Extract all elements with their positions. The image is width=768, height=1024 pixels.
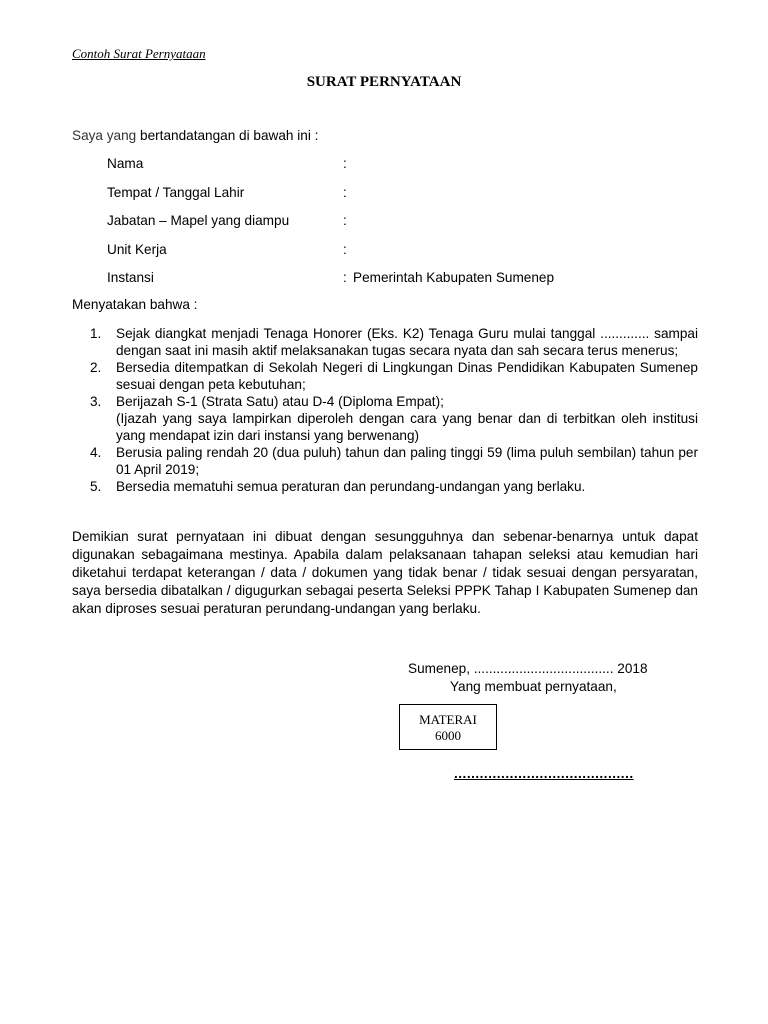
declare-label: Menyatakan bahwa : [72, 297, 198, 312]
statement-item [90, 325, 698, 359]
materai-stamp-box [399, 704, 497, 750]
identity-separator: : [343, 241, 347, 257]
statement-text: Bersedia ditempatkan di Sekolah Negeri di Lingkungan Dinas Pendidikan Kabupaten Sumenep sesuai dengan peta kebutuhan; [116, 360, 698, 392]
statement-list [90, 325, 698, 495]
intro-sentence [72, 127, 318, 144]
statement-number: 4. [90, 445, 102, 460]
statement-text: Sejak diangkat menjadi Tenaga Honorer (Eks. K2) Tenaga Guru mulai tanggal ............. sampai dengan saat ini masih aktif melaksanakan tugas secara nyata dan sah secara terus menerus; [116, 326, 698, 358]
identity-separator: : [343, 270, 347, 285]
statement-text: Berijazah S-1 (Strata Satu) atau D-4 (Diploma Empat); [116, 394, 444, 409]
identity-value: Pemerintah Kabupaten Sumenep [353, 270, 555, 285]
identity-label: Jabatan – Mapel yang diampu [107, 213, 290, 228]
identity-separator: : [343, 213, 347, 228]
place-date-line: Sumenep, ..................................... 2018 [408, 661, 648, 676]
statement-item [90, 478, 698, 495]
statement-text: Berusia paling rendah 20 (dua puluh) tahun dan paling tinggi 59 (lima puluh sembilan) tahun per 01 April 2019; [116, 445, 698, 477]
document-caption: Contoh Surat Pernyataan [72, 46, 206, 61]
statement-item [90, 393, 698, 444]
statement-number: 1. [90, 326, 102, 341]
statement-number: 5. [90, 479, 102, 494]
identity-separator: : [343, 156, 347, 171]
statement-number: 3. [90, 394, 102, 409]
identity-label: Tempat / Tanggal Lahir [107, 184, 245, 200]
signature-line: .......................................... [454, 766, 634, 781]
identity-label: Unit Kerja [107, 241, 167, 257]
intro-lead: Saya yang [72, 128, 137, 143]
identity-separator: : [343, 184, 347, 200]
statement-item [90, 444, 698, 478]
maker-label: Yang membuat pernyataan, [450, 679, 617, 694]
statement-number: 2. [90, 360, 102, 375]
stamp-label: MATERAI [419, 712, 477, 727]
intro-rest: bertandatangan di bawah ini : [136, 128, 319, 143]
statement-note: (Ijazah yang saya lampirkan diperoleh dengan cara yang benar dan di terbitkan oleh institusi yang mendapat izin dari instansi yang berwenang) [116, 411, 698, 443]
document-title: SURAT PERNYATAAN [306, 74, 462, 90]
stamp-value: 6000 [435, 728, 461, 743]
identity-label: Nama [107, 156, 144, 171]
statement-item [90, 359, 698, 393]
statement-text: Bersedia mematuhi semua peraturan dan perundang-undangan yang berlaku. [116, 479, 586, 494]
identity-label: Instansi [107, 270, 154, 285]
closing-paragraph: Demikian surat pernyataan ini dibuat dengan sesungguhnya dan sebenar-benarnya untuk dapat digunakan sebagaimana mestinya. Apabila dalam pelaksanaan tahapan seleksi atau kemudian hari diketahui terdapat keterangan / data / dokumen yang tidak benar / tidak sesuai dengan persyaratan, saya bersedia dibatalkan / digugurkan sebagai peserta Seleksi PPPK Tahap I Kabupaten Sumenep dan akan diproses sesuai peraturan perundang-undangan yang berlaku. [72, 529, 698, 616]
